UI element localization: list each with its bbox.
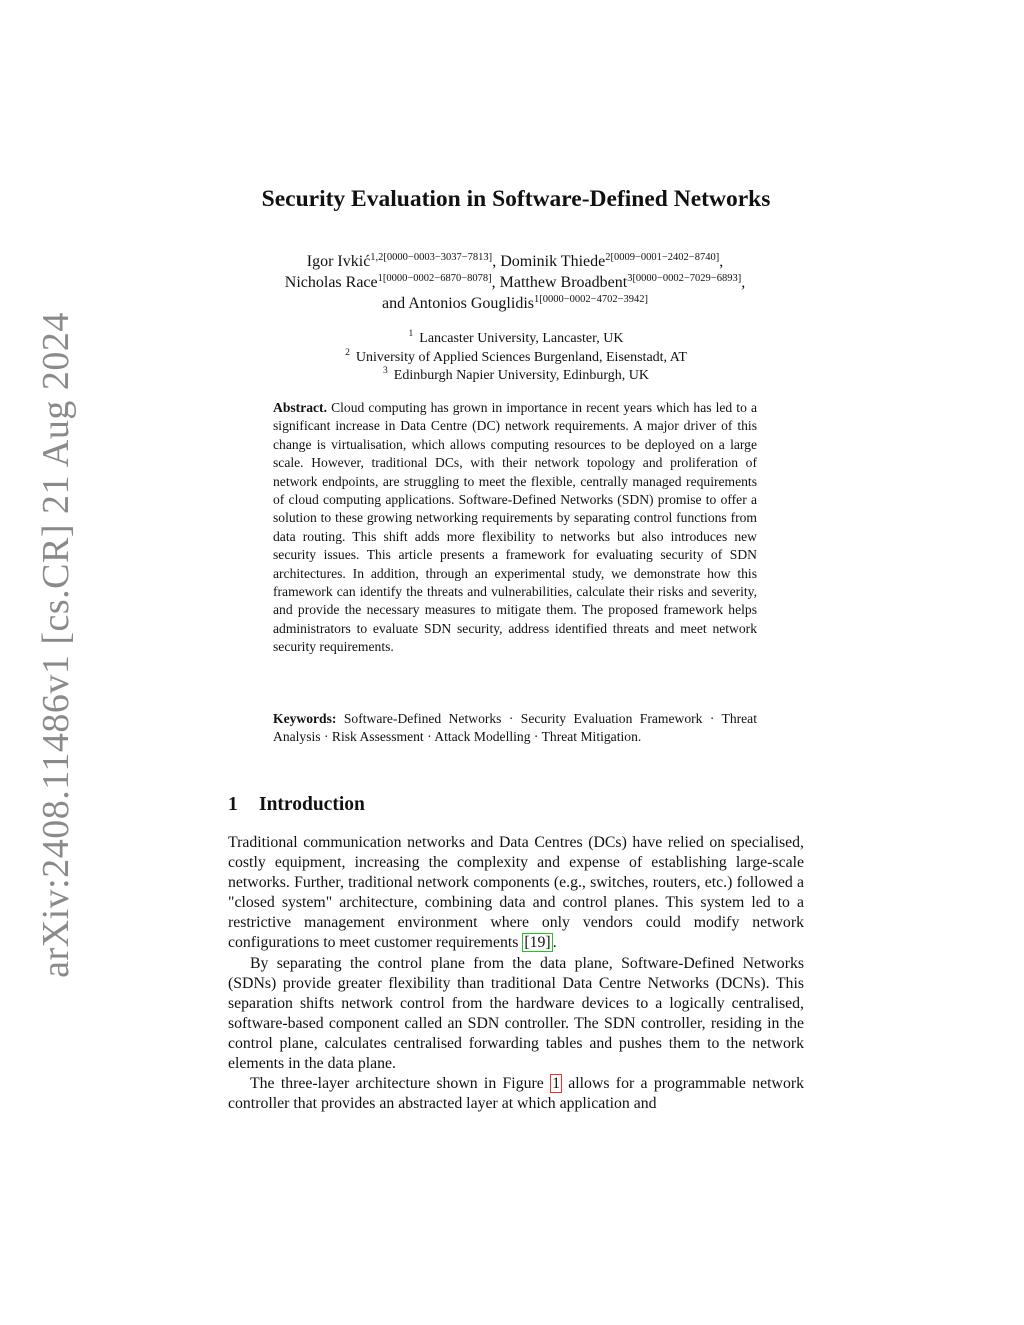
section-title: Introduction xyxy=(259,794,365,815)
arxiv-identifier: arXiv:2408.11486v1 [cs.CR] 21 Aug 2024 xyxy=(35,312,77,978)
abstract-label: Abstract. xyxy=(273,400,327,415)
author-line-3 xyxy=(205,293,825,314)
affiliation-text: Edinburgh Napier University, Edinburgh, UK xyxy=(393,368,649,383)
author-name: Igor Ivkić xyxy=(306,253,371,270)
abstract xyxy=(273,399,757,657)
author-orcid: 1[0000−0002−4702−3942] xyxy=(534,294,649,305)
section-number: 1 xyxy=(228,794,238,815)
author-separator: , xyxy=(492,253,501,270)
paragraph-text: The three-layer architecture shown in Figure xyxy=(250,1075,551,1093)
affiliation-item xyxy=(228,330,804,349)
affiliation-list xyxy=(228,330,804,386)
author-orcid: 1[0000−0002−6870−8078] xyxy=(377,273,492,284)
affiliation-number: 2 xyxy=(345,347,350,358)
citation-link[interactable]: [19] xyxy=(524,934,551,952)
affiliation-item xyxy=(228,367,804,386)
author-name: Antonios Gouglidis xyxy=(408,295,534,312)
author-orcid: 2[0009−0001−2402−8740] xyxy=(605,252,720,263)
author-separator: , xyxy=(741,274,746,291)
author-line-1 xyxy=(205,251,825,272)
keywords-label: Keywords: xyxy=(273,711,337,726)
author-list xyxy=(205,251,825,314)
figure-reference-link[interactable]: 1 xyxy=(552,1075,560,1093)
author-line-2 xyxy=(205,272,825,293)
abstract-text: Cloud computing has grown in importance in recent years which has led to a significant increase in Data Centre (DC) network requirements. A major driver of this change is virtualisation, which allows computing resources to be deployed on a large scale. However, traditional DCs, with their network topology and proliferation of network endpoints, are struggling to meet the flexible, centrally managed requirements of cloud computing applications. Software-Defined Networks (SDN) promise to offer a solution to these growing networking requirements by separating control functions from data routing. This shift adds more flexibility to networks but also introduces new security issues. This article presents a framework for evaluating security of SDN architectures. In addition, through an experimental study, we demonstrate how this framework can identify the threats and vulnerabilities, calculate their risks and severity, and provide the necessary measures to mitigate them. The proposed framework helps administrators to evaluate SDN security, address identified threats and meet network security requirements. xyxy=(273,400,757,655)
paragraph-text: allows for a programmable network controller that provides an abstracted layer at which application and xyxy=(228,1075,804,1113)
affiliation-text: University of Applied Sciences Burgenland, Eisenstadt, AT xyxy=(355,349,687,365)
keywords-text: Software-Defined Networks · Security Evaluation Framework · Threat Analysis · Risk Assessment · Attack Modelling · Threat Mitigation. xyxy=(273,711,757,745)
author-name: Dominik Thiede xyxy=(500,253,606,270)
author-orcid: 1,2[0000−0003−3037−7813] xyxy=(370,252,493,263)
paper-title: Security Evaluation in Software-Defined Networks xyxy=(261,186,771,212)
paragraph-text: Traditional communication networks and Data Centres (DCs) have relied on specialised, costly equipment, increasing the complexity and expense of establishing large-scale networks. Further, traditional network components (e.g., switches, routers, etc.) followed a "closed system" architecture, combining data and control planes. This system led to a restrictive management environment where only vendors could modify network configurations to meet customer requirements xyxy=(228,834,804,952)
author-conjunction: and xyxy=(381,295,409,312)
paragraph xyxy=(228,833,804,954)
author-separator: , xyxy=(491,274,500,291)
section-body xyxy=(228,833,804,1114)
paragraph: By separating the control plane from the data plane, Software-Defined Networks (SDNs) provide greater flexibility than traditional Data Centre Networks (DCNs). This separation shifts network control from the hardware devices to a logically centralised, software-based component called an SDN controller. The SDN controller, residing in the control plane, calculates centralised forwarding tables and pushes them to the network elements in the data plane. xyxy=(228,954,804,1073)
affiliation-item xyxy=(228,349,804,368)
keywords xyxy=(273,710,757,747)
affiliation-text: Lancaster University, Lancaster, UK xyxy=(419,331,624,346)
author-name: Nicholas Race xyxy=(284,274,378,291)
paragraph-text: . xyxy=(552,934,557,952)
author-orcid: 3[0000−0002−7029−6893] xyxy=(627,273,742,284)
author-name: Matthew Broadbent xyxy=(499,274,628,291)
affiliation-number: 1 xyxy=(408,329,414,339)
author-separator: , xyxy=(719,253,724,270)
affiliation-number: 3 xyxy=(383,366,388,376)
paragraph xyxy=(228,1074,804,1114)
section-heading xyxy=(228,794,365,816)
